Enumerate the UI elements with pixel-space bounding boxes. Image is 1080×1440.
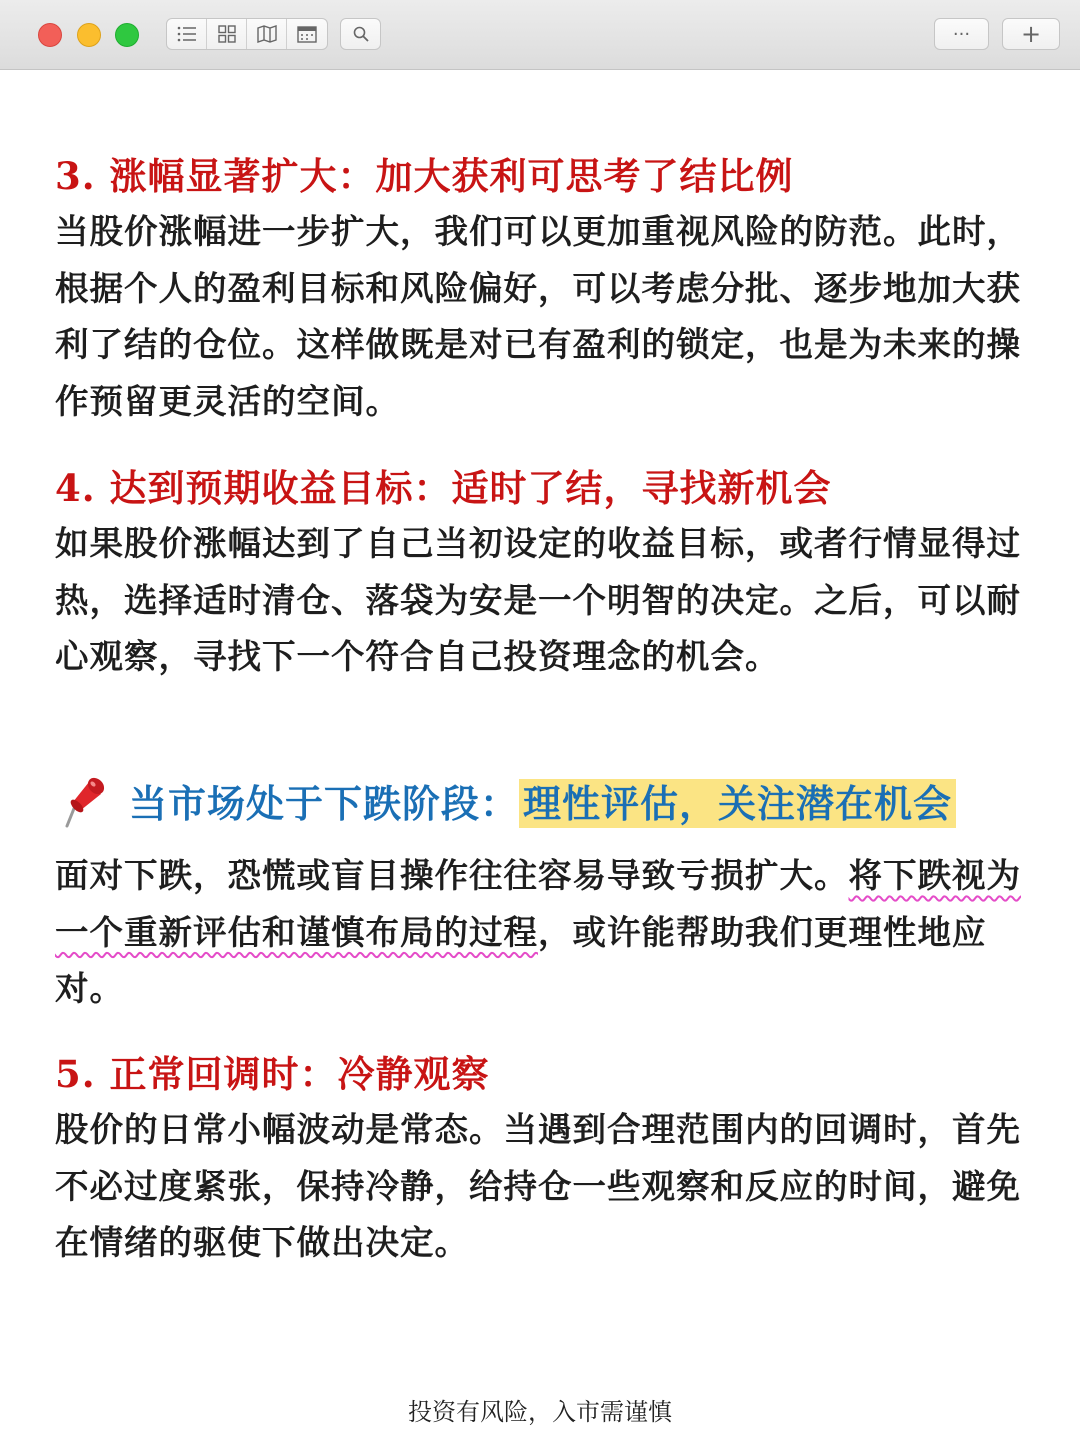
calendar-view-button[interactable] (287, 19, 327, 49)
section-title-prefix: 当市场处于下跌阶段： (129, 780, 520, 826)
grid-view-button[interactable] (207, 19, 247, 49)
add-button[interactable] (1002, 18, 1060, 50)
item-5 (55, 1046, 1030, 1272)
close-window-button[interactable] (38, 23, 62, 47)
risk-disclaimer: 投资有风险，入市需谨慎 (408, 1398, 672, 1426)
list-icon (177, 26, 197, 42)
item-5-heading: 5. 正常回调时：冷静观察 (55, 1052, 490, 1096)
map-view-button[interactable] (247, 19, 287, 49)
section-body-underlined: 将下跌视为一个重新评估和谨慎布局的过程 (55, 856, 1021, 952)
item-3 (55, 148, 1030, 430)
plus-icon: + (1020, 20, 1042, 48)
item-4-body: 如果股价涨幅达到了自己当初设定的收益目标，或者行情显得过热，选择适时清仓、落袋为安是一个明智的决定。之后，可以耐心观察，寻找下一个符合自己投资理念的机会。 (55, 524, 1021, 676)
item-3-body: 当股价涨幅进一步扩大，我们可以更加重视风险的防范。此时，根据个人的盈利目标和风险偏好，可以考虑分批、逐步地加大获利了结的仓位。这样做既是对已有盈利的锁定，也是为未来的操作预留更灵活的空间。 (55, 212, 1021, 421)
view-mode-segmented-control (166, 18, 328, 50)
section-heading (63, 770, 1038, 830)
section-title-highlight: 理性评估，关注潜在机会 (519, 779, 956, 828)
title-bar (0, 0, 1080, 70)
section-title (129, 773, 956, 828)
section-body-part2: ，或许能帮助我们更理性地应对。 (55, 912, 987, 1008)
search-button[interactable] (340, 18, 381, 50)
map-icon (257, 25, 277, 43)
list-view-button[interactable] (167, 19, 207, 49)
section-body (55, 848, 1030, 1018)
search-icon (353, 26, 369, 42)
minimize-window-button[interactable] (77, 23, 101, 47)
item-3-heading: 3. 涨幅显著扩大：加大获利可思考了结比例 (55, 154, 794, 198)
calendar-icon (297, 25, 317, 43)
more-icon: ··· (952, 23, 971, 45)
item-5-body: 股价的日常小幅波动是常态。当遇到合理范围内的回调时，首先不必过度紧张，保持冷静，给持仓一些观察和反应的时间，避免在情绪的驱使下做出决定。 (55, 1110, 1021, 1262)
zoom-window-button[interactable] (115, 23, 139, 47)
section-body-part1: 面对下跌，恐慌或盲目操作往往容易导致亏损扩大。 (55, 856, 849, 895)
more-options-button[interactable] (934, 18, 989, 50)
item-4-heading: 4. 达到预期收益目标：适时了结，寻找新机会 (55, 466, 832, 510)
grid-icon (218, 25, 236, 43)
pushpin-icon (63, 772, 109, 828)
item-4 (55, 460, 1030, 686)
